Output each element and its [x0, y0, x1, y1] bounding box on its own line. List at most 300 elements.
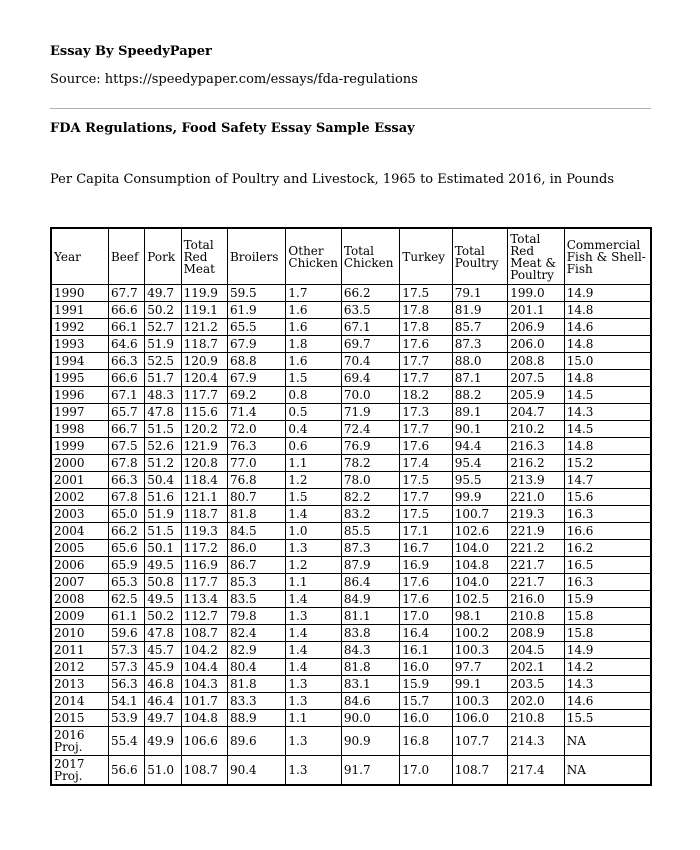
value-cell: 1.2: [286, 557, 341, 574]
value-cell: 70.0: [341, 387, 399, 404]
value-cell: 89.1: [452, 404, 507, 421]
value-cell: 67.1: [341, 319, 399, 336]
value-cell: 66.6: [108, 370, 144, 387]
value-cell: 204.7: [508, 404, 564, 421]
column-header: Total Red Meat & Poultry: [508, 228, 564, 285]
value-cell: 90.9: [341, 727, 399, 756]
year-cell: 2003: [51, 506, 108, 523]
value-cell: 1.3: [286, 727, 341, 756]
value-cell: 121.1: [181, 489, 227, 506]
value-cell: 120.4: [181, 370, 227, 387]
value-cell: 108.7: [181, 756, 227, 786]
table-row: [51, 404, 651, 421]
document-header: Essay By SpeedyPaper: [50, 44, 212, 59]
consumption-table: [50, 227, 652, 786]
table-caption: Per Capita Consumption of Poultry and Livestock, 1965 to Estimated 2016, in Pounds: [50, 172, 615, 187]
value-cell: 14.5: [564, 421, 651, 438]
table-row: [51, 506, 651, 523]
value-cell: 85.3: [227, 574, 285, 591]
value-cell: 16.2: [564, 540, 651, 557]
value-cell: 104.4: [181, 659, 227, 676]
value-cell: 1.4: [286, 591, 341, 608]
value-cell: 202.1: [508, 659, 564, 676]
year-cell: 2008: [51, 591, 108, 608]
value-cell: 61.1: [108, 608, 144, 625]
value-cell: 207.5: [508, 370, 564, 387]
year-cell: 1995: [51, 370, 108, 387]
value-cell: 17.6: [400, 336, 452, 353]
value-cell: 17.8: [400, 302, 452, 319]
value-cell: 14.9: [564, 642, 651, 659]
value-cell: 1.0: [286, 523, 341, 540]
table-row: [51, 285, 651, 302]
value-cell: 98.1: [452, 608, 507, 625]
table-row: [51, 302, 651, 319]
value-cell: 56.6: [108, 756, 144, 786]
value-cell: 65.3: [108, 574, 144, 591]
value-cell: 55.4: [108, 727, 144, 756]
value-cell: 120.9: [181, 353, 227, 370]
column-header: Broilers: [227, 228, 285, 285]
table-row: [51, 676, 651, 693]
value-cell: 57.3: [108, 642, 144, 659]
table-row: [51, 319, 651, 336]
value-cell: 90.0: [341, 710, 399, 727]
value-cell: 79.8: [227, 608, 285, 625]
year-cell: 1998: [51, 421, 108, 438]
value-cell: 1.2: [286, 472, 341, 489]
table-row: [51, 659, 651, 676]
value-cell: 121.9: [181, 438, 227, 455]
value-cell: 102.6: [452, 523, 507, 540]
value-cell: 1.6: [286, 319, 341, 336]
value-cell: 76.9: [341, 438, 399, 455]
value-cell: 87.3: [341, 540, 399, 557]
value-cell: 205.9: [508, 387, 564, 404]
value-cell: 221.7: [508, 574, 564, 591]
table-row: [51, 608, 651, 625]
value-cell: 117.7: [181, 387, 227, 404]
value-cell: 208.9: [508, 625, 564, 642]
year-cell: 1992: [51, 319, 108, 336]
value-cell: 16.8: [400, 727, 452, 756]
table-row: [51, 472, 651, 489]
value-cell: 0.4: [286, 421, 341, 438]
value-cell: 1.1: [286, 710, 341, 727]
value-cell: 59.5: [227, 285, 285, 302]
value-cell: 1.4: [286, 659, 341, 676]
value-cell: 87.3: [452, 336, 507, 353]
value-cell: 81.9: [452, 302, 507, 319]
value-cell: 14.3: [564, 676, 651, 693]
value-cell: 66.2: [108, 523, 144, 540]
value-cell: 221.9: [508, 523, 564, 540]
year-cell: 2001: [51, 472, 108, 489]
value-cell: 104.2: [181, 642, 227, 659]
value-cell: 120.2: [181, 421, 227, 438]
value-cell: 69.2: [227, 387, 285, 404]
value-cell: 219.3: [508, 506, 564, 523]
value-cell: 117.7: [181, 574, 227, 591]
value-cell: 86.0: [227, 540, 285, 557]
value-cell: 18.2: [400, 387, 452, 404]
value-cell: 14.8: [564, 438, 651, 455]
value-cell: 49.7: [145, 710, 181, 727]
table-row: [51, 727, 651, 756]
table-row: [51, 756, 651, 786]
value-cell: 76.3: [227, 438, 285, 455]
value-cell: 0.5: [286, 404, 341, 421]
value-cell: 54.1: [108, 693, 144, 710]
value-cell: 1.4: [286, 625, 341, 642]
source-line: Source: https://speedypaper.com/essays/fda-regulations: [50, 72, 418, 87]
value-cell: 216.0: [508, 591, 564, 608]
value-cell: 108.7: [452, 756, 507, 786]
value-cell: 91.7: [341, 756, 399, 786]
value-cell: 85.7: [452, 319, 507, 336]
value-cell: 112.7: [181, 608, 227, 625]
value-cell: 1.1: [286, 455, 341, 472]
year-cell: 2011: [51, 642, 108, 659]
value-cell: 67.7: [108, 285, 144, 302]
value-cell: 221.7: [508, 557, 564, 574]
table-row: [51, 438, 651, 455]
year-cell: 1996: [51, 387, 108, 404]
value-cell: 16.3: [564, 506, 651, 523]
value-cell: 17.6: [400, 591, 452, 608]
year-cell: 2009: [51, 608, 108, 625]
value-cell: 119.3: [181, 523, 227, 540]
year-cell: 2004: [51, 523, 108, 540]
table-row: [51, 336, 651, 353]
value-cell: 0.6: [286, 438, 341, 455]
value-cell: 221.2: [508, 540, 564, 557]
value-cell: 66.1: [108, 319, 144, 336]
value-cell: 119.9: [181, 285, 227, 302]
value-cell: 97.7: [452, 659, 507, 676]
value-cell: 90.4: [227, 756, 285, 786]
value-cell: 104.0: [452, 540, 507, 557]
value-cell: 66.2: [341, 285, 399, 302]
year-cell: 2007: [51, 574, 108, 591]
year-cell: 1997: [51, 404, 108, 421]
value-cell: 210.8: [508, 710, 564, 727]
value-cell: 78.2: [341, 455, 399, 472]
value-cell: 69.4: [341, 370, 399, 387]
value-cell: 16.1: [400, 642, 452, 659]
value-cell: 67.8: [108, 455, 144, 472]
value-cell: 204.5: [508, 642, 564, 659]
value-cell: 206.9: [508, 319, 564, 336]
value-cell: 72.4: [341, 421, 399, 438]
year-cell: 2016 Proj.: [51, 727, 108, 756]
value-cell: 83.1: [341, 676, 399, 693]
table-row: [51, 625, 651, 642]
value-cell: 49.5: [145, 557, 181, 574]
value-cell: 17.5: [400, 285, 452, 302]
year-cell: 2017 Proj.: [51, 756, 108, 786]
value-cell: 17.4: [400, 455, 452, 472]
table-row: [51, 353, 651, 370]
value-cell: 1.1: [286, 574, 341, 591]
value-cell: 1.5: [286, 489, 341, 506]
value-cell: 51.7: [145, 370, 181, 387]
value-cell: 17.5: [400, 472, 452, 489]
value-cell: 62.5: [108, 591, 144, 608]
value-cell: 107.7: [452, 727, 507, 756]
value-cell: 66.7: [108, 421, 144, 438]
value-cell: 81.1: [341, 608, 399, 625]
value-cell: 17.6: [400, 438, 452, 455]
table-row: [51, 710, 651, 727]
value-cell: 1.3: [286, 540, 341, 557]
value-cell: 17.6: [400, 574, 452, 591]
value-cell: 81.8: [227, 676, 285, 693]
value-cell: 101.7: [181, 693, 227, 710]
value-cell: 51.9: [145, 336, 181, 353]
table-row: [51, 557, 651, 574]
value-cell: 15.6: [564, 489, 651, 506]
value-cell: 59.6: [108, 625, 144, 642]
value-cell: 14.7: [564, 472, 651, 489]
value-cell: 17.7: [400, 489, 452, 506]
value-cell: 17.3: [400, 404, 452, 421]
value-cell: 0.8: [286, 387, 341, 404]
value-cell: 15.0: [564, 353, 651, 370]
value-cell: 65.7: [108, 404, 144, 421]
value-cell: 80.4: [227, 659, 285, 676]
table-header-row: [51, 228, 651, 285]
value-cell: 17.0: [400, 756, 452, 786]
value-cell: 65.0: [108, 506, 144, 523]
value-cell: 69.7: [341, 336, 399, 353]
table-row: [51, 574, 651, 591]
value-cell: 16.3: [564, 574, 651, 591]
column-header: Commercial Fish & Shell-Fish: [564, 228, 651, 285]
divider: [50, 108, 651, 109]
value-cell: 102.5: [452, 591, 507, 608]
year-cell: 1993: [51, 336, 108, 353]
value-cell: 51.2: [145, 455, 181, 472]
value-cell: 77.0: [227, 455, 285, 472]
value-cell: 206.0: [508, 336, 564, 353]
value-cell: 17.5: [400, 506, 452, 523]
value-cell: 99.9: [452, 489, 507, 506]
value-cell: 1.5: [286, 370, 341, 387]
value-cell: 48.3: [145, 387, 181, 404]
table-row: [51, 540, 651, 557]
value-cell: 113.4: [181, 591, 227, 608]
value-cell: 51.6: [145, 489, 181, 506]
value-cell: 15.5: [564, 710, 651, 727]
value-cell: 17.7: [400, 353, 452, 370]
value-cell: 104.3: [181, 676, 227, 693]
essay-title: FDA Regulations, Food Safety Essay Sample Essay: [50, 121, 415, 136]
value-cell: 14.6: [564, 319, 651, 336]
value-cell: 83.8: [341, 625, 399, 642]
value-cell: 51.5: [145, 523, 181, 540]
value-cell: 118.4: [181, 472, 227, 489]
table-row: [51, 523, 651, 540]
value-cell: 66.6: [108, 302, 144, 319]
value-cell: 210.2: [508, 421, 564, 438]
value-cell: 51.9: [145, 506, 181, 523]
value-cell: 71.4: [227, 404, 285, 421]
value-cell: 14.8: [564, 336, 651, 353]
year-cell: 2005: [51, 540, 108, 557]
value-cell: 85.5: [341, 523, 399, 540]
value-cell: 14.9: [564, 285, 651, 302]
value-cell: 216.3: [508, 438, 564, 455]
value-cell: 214.3: [508, 727, 564, 756]
table-row: [51, 455, 651, 472]
value-cell: 15.8: [564, 625, 651, 642]
value-cell: 15.2: [564, 455, 651, 472]
value-cell: 1.3: [286, 608, 341, 625]
value-cell: 80.7: [227, 489, 285, 506]
value-cell: 108.7: [181, 625, 227, 642]
value-cell: NA: [564, 756, 651, 786]
value-cell: 87.1: [452, 370, 507, 387]
value-cell: 70.4: [341, 353, 399, 370]
value-cell: 50.4: [145, 472, 181, 489]
value-cell: 47.8: [145, 625, 181, 642]
year-cell: 2014: [51, 693, 108, 710]
value-cell: 86.7: [227, 557, 285, 574]
value-cell: 67.9: [227, 370, 285, 387]
value-cell: 1.8: [286, 336, 341, 353]
table-row: [51, 421, 651, 438]
value-cell: 202.0: [508, 693, 564, 710]
value-cell: 121.2: [181, 319, 227, 336]
year-cell: 1991: [51, 302, 108, 319]
year-cell: 2012: [51, 659, 108, 676]
value-cell: 199.0: [508, 285, 564, 302]
value-cell: 14.2: [564, 659, 651, 676]
value-cell: 63.5: [341, 302, 399, 319]
value-cell: 14.3: [564, 404, 651, 421]
year-cell: 2000: [51, 455, 108, 472]
value-cell: 81.8: [227, 506, 285, 523]
table-body: [51, 285, 651, 786]
value-cell: 65.5: [227, 319, 285, 336]
value-cell: 1.3: [286, 756, 341, 786]
value-cell: 94.4: [452, 438, 507, 455]
value-cell: 106.6: [181, 727, 227, 756]
value-cell: 50.2: [145, 302, 181, 319]
value-cell: NA: [564, 727, 651, 756]
year-cell: 1994: [51, 353, 108, 370]
value-cell: 117.2: [181, 540, 227, 557]
value-cell: 47.8: [145, 404, 181, 421]
value-cell: 104.0: [452, 574, 507, 591]
value-cell: 84.6: [341, 693, 399, 710]
table-row: [51, 642, 651, 659]
value-cell: 100.3: [452, 642, 507, 659]
value-cell: 81.8: [341, 659, 399, 676]
value-cell: 78.0: [341, 472, 399, 489]
column-header: Beef: [108, 228, 144, 285]
value-cell: 68.8: [227, 353, 285, 370]
value-cell: 46.8: [145, 676, 181, 693]
value-cell: 1.3: [286, 693, 341, 710]
value-cell: 213.9: [508, 472, 564, 489]
value-cell: 221.0: [508, 489, 564, 506]
value-cell: 72.0: [227, 421, 285, 438]
value-cell: 15.7: [400, 693, 452, 710]
value-cell: 210.8: [508, 608, 564, 625]
value-cell: 67.9: [227, 336, 285, 353]
value-cell: 45.9: [145, 659, 181, 676]
value-cell: 104.8: [181, 710, 227, 727]
column-header: Year: [51, 228, 108, 285]
column-header: Total Poultry: [452, 228, 507, 285]
value-cell: 208.8: [508, 353, 564, 370]
year-cell: 2010: [51, 625, 108, 642]
value-cell: 1.4: [286, 642, 341, 659]
value-cell: 16.6: [564, 523, 651, 540]
value-cell: 1.6: [286, 302, 341, 319]
year-cell: 2006: [51, 557, 108, 574]
value-cell: 50.1: [145, 540, 181, 557]
value-cell: 118.7: [181, 336, 227, 353]
value-cell: 49.7: [145, 285, 181, 302]
value-cell: 16.0: [400, 659, 452, 676]
value-cell: 203.5: [508, 676, 564, 693]
value-cell: 49.5: [145, 591, 181, 608]
year-cell: 2015: [51, 710, 108, 727]
value-cell: 118.7: [181, 506, 227, 523]
table-row: [51, 387, 651, 404]
value-cell: 1.7: [286, 285, 341, 302]
value-cell: 89.6: [227, 727, 285, 756]
value-cell: 82.4: [227, 625, 285, 642]
column-header: Other Chicken: [286, 228, 341, 285]
value-cell: 67.5: [108, 438, 144, 455]
value-cell: 65.6: [108, 540, 144, 557]
value-cell: 16.0: [400, 710, 452, 727]
value-cell: 86.4: [341, 574, 399, 591]
value-cell: 104.8: [452, 557, 507, 574]
value-cell: 46.4: [145, 693, 181, 710]
value-cell: 67.1: [108, 387, 144, 404]
value-cell: 50.8: [145, 574, 181, 591]
value-cell: 66.3: [108, 353, 144, 370]
value-cell: 65.9: [108, 557, 144, 574]
value-cell: 84.5: [227, 523, 285, 540]
value-cell: 83.3: [227, 693, 285, 710]
value-cell: 88.9: [227, 710, 285, 727]
value-cell: 100.7: [452, 506, 507, 523]
value-cell: 1.6: [286, 353, 341, 370]
value-cell: 119.1: [181, 302, 227, 319]
value-cell: 217.4: [508, 756, 564, 786]
value-cell: 17.8: [400, 319, 452, 336]
table-row: [51, 370, 651, 387]
value-cell: 52.5: [145, 353, 181, 370]
value-cell: 95.4: [452, 455, 507, 472]
value-cell: 52.7: [145, 319, 181, 336]
value-cell: 51.5: [145, 421, 181, 438]
value-cell: 17.0: [400, 608, 452, 625]
column-header: Total Chicken: [341, 228, 399, 285]
value-cell: 14.8: [564, 370, 651, 387]
value-cell: 88.2: [452, 387, 507, 404]
value-cell: 16.9: [400, 557, 452, 574]
value-cell: 57.3: [108, 659, 144, 676]
year-cell: 1990: [51, 285, 108, 302]
value-cell: 14.6: [564, 693, 651, 710]
